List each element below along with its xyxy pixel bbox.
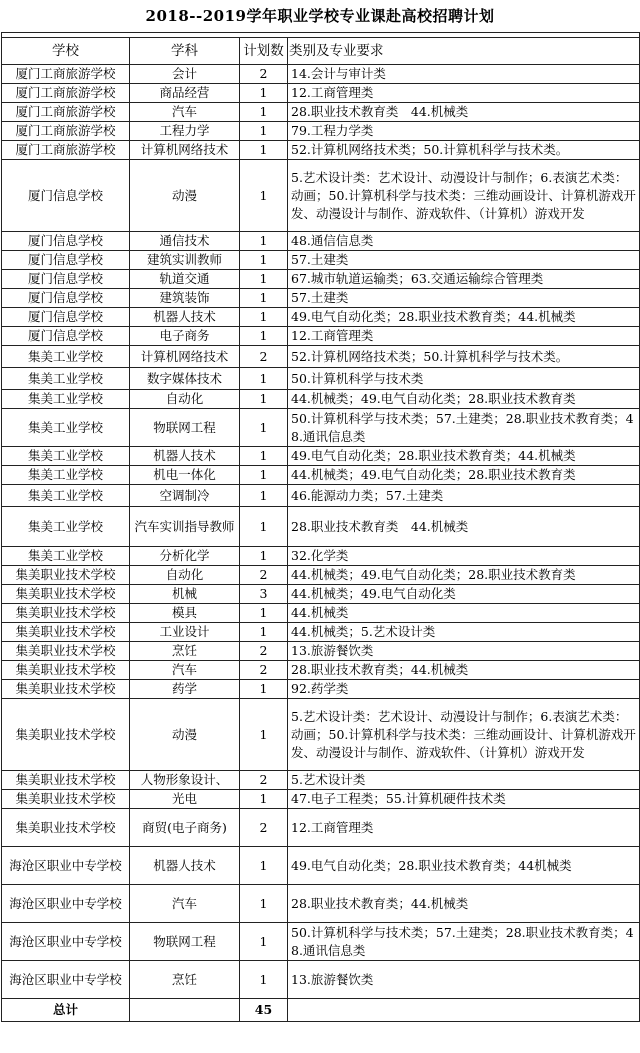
subject-cell: 汽车 [130,885,240,923]
school-cell: 集美职业技术学校 [2,642,130,661]
count-cell: 1 [240,368,288,390]
count-cell: 1 [240,604,288,623]
table-row [2,251,640,270]
requirement-cell: 50.计算机科学与技术类；57.土建类；28.职业技术教育类；48.通讯信息类 [288,923,640,961]
subject-cell: 计算机网络技术 [130,141,240,160]
school-cell: 厦门工商旅游学校 [2,84,130,103]
subject-cell: 机械 [130,585,240,604]
school-cell: 集美职业技术学校 [2,566,130,585]
table-row [2,923,640,961]
count-cell: 1 [240,103,288,122]
subject-cell: 机器人技术 [130,308,240,327]
table-row [2,771,640,790]
school-cell: 厦门信息学校 [2,270,130,289]
count-cell: 2 [240,661,288,680]
subject-cell: 模具 [130,604,240,623]
table-row [2,847,640,885]
table-row [2,270,640,289]
table-row [2,327,640,346]
count-cell: 1 [240,327,288,346]
subject-cell: 机电一体化 [130,466,240,485]
school-cell: 厦门信息学校 [2,232,130,251]
subject-cell: 自动化 [130,390,240,409]
school-cell: 集美职业技术学校 [2,790,130,809]
requirement-cell: 28.职业技术教育类 44.机械类 [288,507,640,547]
subject-cell: 汽车 [130,103,240,122]
requirement-cell: 92.药学类 [288,680,640,699]
table-row [2,699,640,771]
table-row [2,547,640,566]
count-cell: 1 [240,885,288,923]
count-cell: 1 [240,466,288,485]
table-row [2,122,640,141]
table-row [2,790,640,809]
school-cell: 集美职业技术学校 [2,661,130,680]
subject-cell: 光电 [130,790,240,809]
table-row [2,346,640,368]
subject-cell: 烹饪 [130,961,240,999]
requirement-cell: 57.土建类 [288,251,640,270]
header-subject: 学科 [130,38,240,65]
subject-cell: 轨道交通 [130,270,240,289]
table-row [2,623,640,642]
count-cell: 1 [240,680,288,699]
requirement-cell: 28.职业技术教育类 44.机械类 [288,103,640,122]
count-cell: 2 [240,566,288,585]
school-cell: 集美职业技术学校 [2,809,130,847]
school-cell: 海沧区职业中专学校 [2,923,130,961]
requirement-cell: 14.会计与审计类 [288,65,640,84]
subject-cell: 通信技术 [130,232,240,251]
count-cell: 1 [240,84,288,103]
school-cell: 集美工业学校 [2,485,130,507]
requirement-cell: 12.工商管理类 [288,809,640,847]
count-cell: 1 [240,961,288,999]
requirement-cell: 67.城市轨道运输类；63.交通运输综合管理类 [288,270,640,289]
requirement-cell: 52.计算机网络技术类；50.计算机科学与技术类。 [288,141,640,160]
subject-cell: 物联网工程 [130,923,240,961]
table-row [2,809,640,847]
subject-cell: 工业设计 [130,623,240,642]
school-cell: 厦门工商旅游学校 [2,103,130,122]
count-cell: 1 [240,409,288,447]
school-cell: 厦门工商旅游学校 [2,141,130,160]
count-cell: 2 [240,642,288,661]
subject-cell: 自动化 [130,566,240,585]
subject-cell: 动漫 [130,160,240,232]
subject-cell: 空调制冷 [130,485,240,507]
count-cell: 1 [240,699,288,771]
requirement-cell: 44.机械类；49.电气自动化类 [288,585,640,604]
subject-cell: 机器人技术 [130,847,240,885]
table-row [2,585,640,604]
school-cell: 集美工业学校 [2,390,130,409]
table-row [2,84,640,103]
requirement-cell: 44.机械类；49.电气自动化类；28.职业技术教育类 [288,466,640,485]
school-cell: 海沧区职业中专学校 [2,961,130,999]
table-row [2,961,640,999]
count-cell: 1 [240,251,288,270]
school-cell: 集美职业技术学校 [2,699,130,771]
school-cell: 集美工业学校 [2,368,130,390]
requirement-cell: 32.化学类 [288,547,640,566]
requirement-cell: 47.电子工程类；55.计算机硬件技术类 [288,790,640,809]
school-cell: 厦门工商旅游学校 [2,122,130,141]
school-cell: 集美工业学校 [2,447,130,466]
count-cell: 1 [240,141,288,160]
requirement-cell: 28.职业技术教育类；44.机械类 [288,661,640,680]
count-cell: 1 [240,270,288,289]
count-cell: 1 [240,308,288,327]
table-row [2,507,640,547]
total-empty [288,999,640,1022]
table-row [2,680,640,699]
count-cell: 1 [240,847,288,885]
count-cell: 1 [240,623,288,642]
school-cell: 集美工业学校 [2,409,130,447]
subject-cell: 商品经营 [130,84,240,103]
table-row [2,409,640,447]
school-cell: 厦门信息学校 [2,160,130,232]
count-cell: 1 [240,507,288,547]
school-cell: 集美工业学校 [2,507,130,547]
table-row [2,885,640,923]
subject-cell: 烹饪 [130,642,240,661]
count-cell: 1 [240,790,288,809]
subject-cell: 分析化学 [130,547,240,566]
total-spacer [130,999,240,1022]
count-cell: 1 [240,485,288,507]
table-row [2,604,640,623]
subject-cell: 建筑实训教师 [130,251,240,270]
school-cell: 海沧区职业中专学校 [2,885,130,923]
subject-cell: 建筑装饰 [130,289,240,308]
requirement-cell: 12.工商管理类 [288,84,640,103]
subject-cell: 电子商务 [130,327,240,346]
table-row [2,485,640,507]
subject-cell: 汽车 [130,661,240,680]
school-cell: 集美工业学校 [2,547,130,566]
subject-cell: 机器人技术 [130,447,240,466]
page-title: 2018--2019学年职业学校专业课赴高校招聘计划 [145,7,495,25]
subject-cell: 计算机网络技术 [130,346,240,368]
header-row [2,38,640,65]
table-row [2,141,640,160]
subject-cell: 数字媒体技术 [130,368,240,390]
count-cell: 1 [240,447,288,466]
school-cell: 集美职业技术学校 [2,771,130,790]
table-row [2,390,640,409]
count-cell: 1 [240,547,288,566]
requirement-cell: 49.电气自动化类；28.职业技术教育类；44.机械类 [288,308,640,327]
total-count: 45 [240,999,288,1022]
school-cell: 集美工业学校 [2,346,130,368]
table-row [2,65,640,84]
table-row [2,566,640,585]
requirement-cell: 5.艺术设计类 [288,771,640,790]
count-cell: 3 [240,585,288,604]
school-cell: 厦门信息学校 [2,308,130,327]
subject-cell: 商贸(电子商务) [130,809,240,847]
requirement-cell: 44.机械类；49.电气自动化类；28.职业技术教育类 [288,390,640,409]
school-cell: 集美职业技术学校 [2,680,130,699]
requirement-cell: 52.计算机网络技术类；50.计算机科学与技术类。 [288,346,640,368]
requirement-cell: 49.电气自动化类；28.职业技术教育类；44机械类 [288,847,640,885]
subject-cell: 物联网工程 [130,409,240,447]
school-cell: 集美职业技术学校 [2,585,130,604]
requirement-cell: 28.职业技术教育类；44.机械类 [288,885,640,923]
subject-cell: 药学 [130,680,240,699]
table-row [2,661,640,680]
requirement-cell: 50.计算机科学与技术类 [288,368,640,390]
header-requirement: 类别及专业要求 [288,38,640,65]
requirement-cell: 44.机械类；5.艺术设计类 [288,623,640,642]
school-cell: 厦门信息学校 [2,289,130,308]
school-cell: 集美工业学校 [2,466,130,485]
total-label: 总计 [2,999,130,1022]
table-row [2,368,640,390]
requirement-cell: 46.能源动力类；57.土建类 [288,485,640,507]
count-cell: 1 [240,122,288,141]
count-cell: 2 [240,346,288,368]
requirement-cell: 48.通信信息类 [288,232,640,251]
table-row [2,232,640,251]
requirement-cell: 57.土建类 [288,289,640,308]
school-cell: 厦门信息学校 [2,327,130,346]
requirement-cell: 44.机械类 [288,604,640,623]
count-cell: 1 [240,160,288,232]
school-cell: 厦门信息学校 [2,251,130,270]
count-cell: 1 [240,232,288,251]
table-row [2,642,640,661]
subject-cell: 工程力学 [130,122,240,141]
requirement-cell: 49.电气自动化类；28.职业技术教育类；44.机械类 [288,447,640,466]
header-school: 学校 [2,38,130,65]
requirement-cell: 13.旅游餐饮类 [288,642,640,661]
header-count: 计划数 [240,38,288,65]
requirement-cell: 12.工商管理类 [288,327,640,346]
subject-cell: 人物形象设计、 [130,771,240,790]
table-row [2,466,640,485]
total-row [2,999,640,1022]
requirement-cell: 5.艺术设计类：艺术设计、动漫设计与制作；6.表演艺术类：动画；50.计算机科学与技术类：三维动画设计、计算机游戏开发、动漫设计与制作、游戏软件、（计算机）游戏开发 [288,699,640,771]
table-row [2,447,640,466]
requirement-cell: 44.机械类；49.电气自动化类；28.职业技术教育类 [288,566,640,585]
school-cell: 集美职业技术学校 [2,604,130,623]
requirement-cell: 50.计算机科学与技术类；57.土建类；28.职业技术教育类；48.通讯信息类 [288,409,640,447]
school-cell: 海沧区职业中专学校 [2,847,130,885]
recruitment-table [1,32,640,1022]
requirement-cell: 5.艺术设计类：艺术设计、动漫设计与制作；6.表演艺术类：动画；50.计算机科学与技术类：三维动画设计、计算机游戏开发、动漫设计与制作、游戏软件、（计算机）游戏开发 [288,160,640,232]
table-row [2,289,640,308]
count-cell: 1 [240,923,288,961]
count-cell: 1 [240,289,288,308]
table-row [2,308,640,327]
count-cell: 1 [240,390,288,409]
count-cell: 2 [240,771,288,790]
subject-cell: 汽车实训指导教师 [130,507,240,547]
table-row [2,103,640,122]
table-row [2,160,640,232]
requirement-cell: 79.工程力学类 [288,122,640,141]
count-cell: 2 [240,809,288,847]
subject-cell: 会计 [130,65,240,84]
requirement-cell: 13.旅游餐饮类 [288,961,640,999]
school-cell: 厦门工商旅游学校 [2,65,130,84]
school-cell: 集美职业技术学校 [2,623,130,642]
subject-cell: 动漫 [130,699,240,771]
count-cell: 2 [240,65,288,84]
